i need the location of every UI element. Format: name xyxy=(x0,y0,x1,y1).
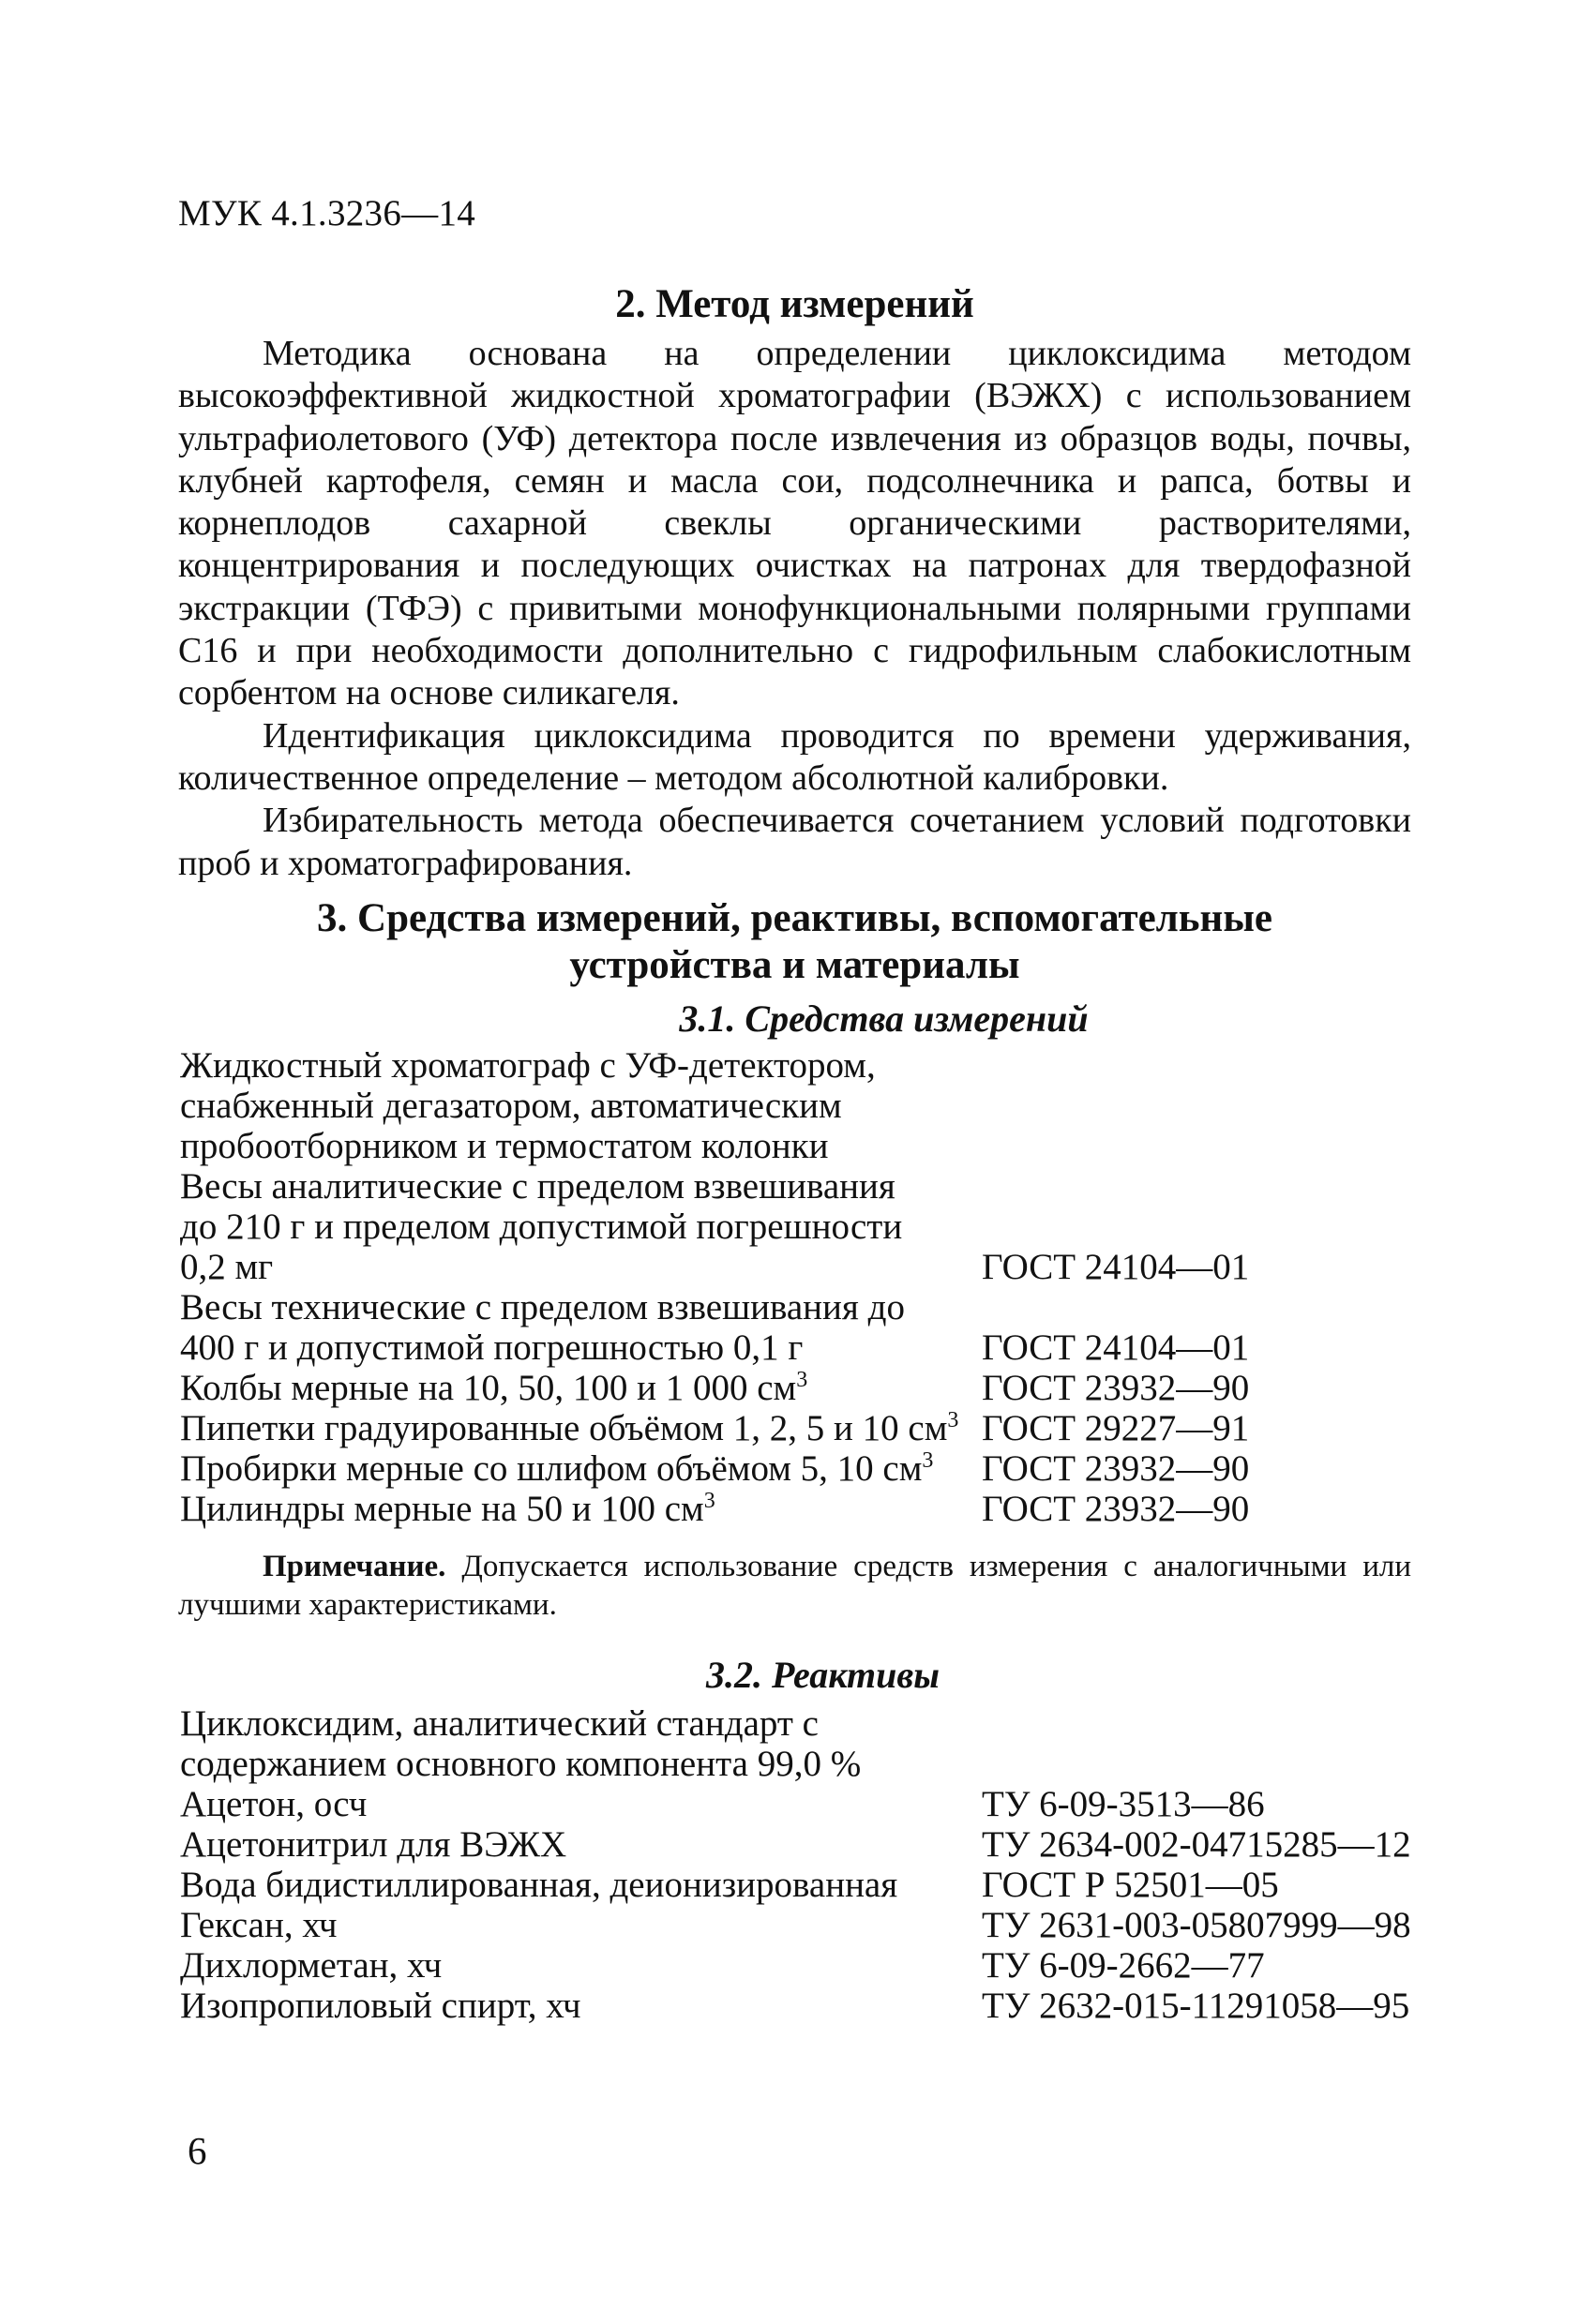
list-item xyxy=(178,1489,1411,1529)
paragraph: Методика основана на определении циклоксидима методом высокоэффективной жидкостной хроматографии (ВЭЖХ) с использованием ультрафиолетового (УФ) детектора после извлечения из образцов воды, почвы, клубней картофеля, семян и масла сои, подсолнечника и рапса, ботвы и корнеплодов сахарной свеклы органическими растворителями, концентрирования и последующих очистках на патронах для твердофазной экстракции (ТФЭ) с привитыми монофункциональными полярными группами С16 и при необходимости дополнительно с гидрофильным слабокислотным сорбентом на основе силикагеля. xyxy=(178,334,1411,713)
list-item xyxy=(178,1784,1411,1824)
superscript: 3 xyxy=(947,1408,959,1432)
item-name: Ацетонитрил для ВЭЖХ xyxy=(180,1824,567,1865)
item-name: Весы технические с пределом взвешивания до xyxy=(180,1287,905,1327)
item-standard: ГОСТ 24104—01 xyxy=(982,1247,1250,1287)
item-standard: ТУ 6-09-2662—77 xyxy=(982,1945,1265,1986)
document-code: МУК 4.1.3236—14 xyxy=(178,193,476,233)
paragraph: Идентификация циклоксидима проводится по времени удерживания, количественное определение – методом абсолютной калибровки. xyxy=(178,715,1411,798)
item-name: Жидкостный хроматограф с УФ-детектором, xyxy=(180,1045,876,1086)
item-standard: ТУ 2631-003-05807999—98 xyxy=(982,1905,1411,1945)
item-name-text: Колбы мерные на 10, 50, 100 и 1 000 см xyxy=(180,1368,797,1408)
item-name: Вода бидистиллированная, деионизированная xyxy=(180,1865,898,1905)
page-number: 6 xyxy=(188,2129,207,2172)
item-name-text: Пробирки мерные со шлифом объёмом 5, 10 см xyxy=(180,1448,923,1489)
section-method xyxy=(178,281,1411,885)
list-item xyxy=(178,1086,1411,1126)
note xyxy=(178,1548,1411,1625)
list-item xyxy=(178,1703,1411,1744)
item-standard: ТУ 2634-002-04715285—12 xyxy=(982,1824,1411,1865)
list-item xyxy=(178,1824,1411,1865)
note-label: Примечание. xyxy=(263,1550,446,1583)
item-name-text: Пипетки градуированные объёмом 1, 2, 5 и 10 см xyxy=(180,1408,948,1448)
superscript: 3 xyxy=(922,1448,934,1473)
section-title: 2. Метод измерений xyxy=(615,282,974,326)
item-name: 0,2 мг xyxy=(180,1247,274,1287)
item-name-text: Цилиндры мерные на 50 и 100 см xyxy=(180,1489,704,1529)
list-item xyxy=(178,1448,1411,1489)
subsection-title: 3.2. Реактивы xyxy=(706,1654,940,1696)
item-name xyxy=(178,1368,982,1408)
list-item xyxy=(178,1945,1411,1986)
list-item xyxy=(178,1744,1411,1784)
item-name: снабженный дегазатором, автоматическим xyxy=(180,1086,842,1126)
item-name: Гексан, хч xyxy=(180,1905,338,1945)
note-text: Допускается использование средств измерения с аналогичными или лучшими характеристиками. xyxy=(178,1550,1411,1622)
item-standard: ГОСТ 23932—90 xyxy=(982,1448,1250,1489)
list-item xyxy=(178,1166,1411,1207)
item-standard: ГОСТ 23932—90 xyxy=(982,1368,1250,1408)
item-name: до 210 г и пределом допустимой погрешности xyxy=(180,1207,903,1247)
section-title-line-1: 3. Средства измерений, реактивы, вспомогательные xyxy=(317,896,1272,940)
item-standard: ГОСТ 24104—01 xyxy=(982,1327,1250,1368)
item-standard: ТУ 6-09-3513—86 xyxy=(982,1784,1265,1824)
list-item xyxy=(178,1368,1411,1408)
item-name: содержанием основного компонента 99,0 % xyxy=(180,1744,862,1784)
paragraph: Избирательность метода обеспечивается сочетанием условий подготовки проб и хроматографирования. xyxy=(178,801,1411,883)
item-standard: ГОСТ 29227—91 xyxy=(982,1408,1250,1448)
item-name: пробоотборником и термостатом колонки xyxy=(180,1126,829,1166)
instruments-list xyxy=(178,1045,1411,1529)
item-name: Ацетон, осч xyxy=(180,1784,368,1824)
item-standard: ГОСТ 23932—90 xyxy=(982,1489,1250,1529)
list-item xyxy=(178,1045,1411,1086)
list-item xyxy=(178,1287,1411,1327)
item-name: Циклоксидим, аналитический стандарт с xyxy=(180,1703,819,1744)
list-item xyxy=(178,1408,1411,1448)
item-standard: ГОСТ Р 52501—05 xyxy=(982,1865,1279,1905)
list-item xyxy=(178,1865,1411,1905)
reagents-list xyxy=(178,1703,1411,2026)
item-name: 400 г и допустимой погрешностью 0,1 г xyxy=(180,1327,804,1368)
item-name xyxy=(178,1448,982,1489)
item-name xyxy=(178,1408,982,1448)
section-title-line-2: устройства и материалы xyxy=(569,943,1020,987)
list-item xyxy=(178,1247,1411,1287)
subsection-title: 3.1. Средства измерений xyxy=(679,997,1089,1040)
item-name: Весы аналитические с пределом взвешивания xyxy=(180,1166,895,1207)
section-instruments xyxy=(178,895,1411,2026)
list-item xyxy=(178,1986,1411,2026)
item-name: Изопропиловый спирт, хч xyxy=(180,1986,581,2026)
list-item xyxy=(178,1207,1411,1247)
item-name xyxy=(178,1489,982,1529)
list-item xyxy=(178,1327,1411,1368)
superscript: 3 xyxy=(796,1368,808,1392)
item-standard: ТУ 2632-015-11291058—95 xyxy=(982,1986,1410,2026)
item-name: Дихлорметан, хч xyxy=(180,1945,443,1986)
list-item xyxy=(178,1126,1411,1166)
list-item xyxy=(178,1905,1411,1945)
superscript: 3 xyxy=(703,1489,715,1513)
